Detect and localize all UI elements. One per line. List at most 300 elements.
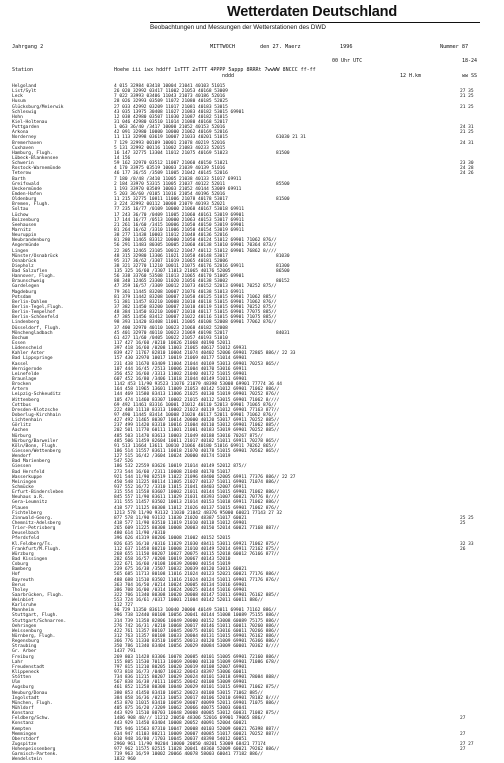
station-codes: 2 184 33970 53315 11005 21037 40122 52011 <box>114 181 226 187</box>
station-codes: 826 635 16/10 /0316 11029 21030 48411 53011 69921 71062 875// <box>114 541 280 547</box>
station-name: Stötten <box>12 675 31 681</box>
station-name: Essen <box>12 341 26 347</box>
station-name: Cuxhaven <box>12 145 34 151</box>
station-codes: 350 786 11340 83404 10056 20029 40084 53009 60001 70362 8//// <box>114 644 280 650</box>
station-name: Konstanz <box>12 711 34 717</box>
station-codes: 88 348 12465 23300 11020 21056 40138 53002 <box>114 279 228 285</box>
station-name: Köln/Bonn, Flugh. <box>12 443 59 449</box>
station-wind-gusts: 25 <box>460 520 466 526</box>
station-name: Arkona <box>12 130 29 136</box>
station-name: Artern <box>12 387 29 393</box>
station-codes: 42 091 32980 10000 10000 21062 40169 52016 <box>114 130 228 136</box>
station-codes: 5 131 32992 00116 11002 21083 40233 52015 <box>114 145 226 151</box>
station-codes: 273 544 16/60 /2311 10008 21048 40170 51017 <box>114 469 231 475</box>
station-codes: 56 291 11483 80305 10005 21060 40138 51010 69901 70364 873// <box>114 243 277 249</box>
station-codes: 269 803 11428 83306 10078 20085 40101 51005 69901 72160 886// <box>114 654 280 660</box>
station-codes: 81 379 11442 83208 10007 21058 40125 51015 69901 71062 885// <box>114 294 277 300</box>
station-codes: 105 474 11460 83307 10002 21015 40112 53015 69901 71062 8//// <box>114 397 280 403</box>
station-name: Wasserkuppe <box>12 474 42 480</box>
station-codes: 314 739 11358 82806 10049 20000 40152 53008 60089 75175 886// <box>114 618 280 624</box>
station-codes: 488 688 11510 83502 11016 21024 40124 51011 69901 77176 876// <box>114 577 280 583</box>
station-name: Ueckermünde <box>12 186 42 192</box>
station-codes: 422 761 11357 80107 10045 20075 40101 53016 60011 70266 886// <box>114 628 280 634</box>
tail-column-subheader: ww SS <box>462 73 478 79</box>
station-name: Schleswig <box>12 109 37 115</box>
date-label: den 27. Maerz <box>260 44 301 50</box>
station-name: Frankfurt/M.Flugh. <box>12 546 61 552</box>
station-name: Leinefelde <box>12 371 40 377</box>
station-codes: 112 637 11458 80210 10008 21010 40149 52014 69911 72162 875// <box>114 546 280 552</box>
station-name: Bochum <box>12 335 29 341</box>
station-codes: 2960 961 11/90 90204 10000 20050 48201 53009 68421 77174 <box>114 742 266 747</box>
station-codes: 547 526 <box>114 459 133 465</box>
station-name: Hamburg, Flugh. <box>12 150 53 156</box>
station-extra: 80152 <box>276 279 290 285</box>
station-name: Neuburg/Donau <box>12 690 48 696</box>
station-name: Zinnwald-Georg. <box>12 515 53 521</box>
station-extra: 61030 21 31 <box>276 135 306 141</box>
station-codes: 397 418 16/60 /0208 11003 21065 40617 51012 69931 <box>114 346 247 352</box>
station-name: Düsseldorf, Flugh. <box>12 325 61 331</box>
station-codes: 705 946 11563 87310 10047 20008 40103 52009 60021 76398 887// <box>114 726 280 732</box>
station-name: Augsburg <box>12 685 34 691</box>
station-name: Ulm <box>12 680 21 686</box>
station-name: Oberstdorf <box>12 736 40 742</box>
station-name: Bamberg <box>12 567 31 573</box>
station-name: Gera-Leumnitz <box>12 500 48 506</box>
station-codes: 81 280 11465 83312 10000 21050 40124 51012 69901 71062 876// <box>114 238 277 244</box>
station-name: Neubrandenburg <box>12 238 50 244</box>
station-codes: 45 401 32970 40110 10023 21069 40198 52017 <box>114 330 228 336</box>
station-name: Nürnberg, Flugh. <box>12 634 56 640</box>
station-name: Gardelegen <box>12 284 40 290</box>
station-codes: 565 685 11713 80108 11016 21024 40123 52021 60021 77176 886// <box>114 572 280 578</box>
station-codes: 380 853 41450 83410 10052 20023 40108 53015 71062 885// <box>114 690 264 696</box>
station-codes: 1 193 33970 03509 10003 21052 40144 53009 69911 <box>114 186 242 192</box>
station-codes: 222 488 11118 83313 10002 21023 40119 51012 69901 77163 877// <box>114 407 280 413</box>
station-codes: 157 430 32970 10017 10019 21069 40177 51014 69901 <box>114 356 247 362</box>
station-codes: 56 338 33760 53508 11013 21065 40170 51005 69901 <box>114 274 245 280</box>
station-name: Schmücke <box>12 484 34 490</box>
station-extra: 81030 <box>276 253 290 259</box>
station-name: Bremerhaven <box>12 140 42 146</box>
station-name: Berlin-Tempelhof <box>12 310 56 316</box>
station-codes: 977 962 11575 82515 11028 20041 48368 52009 60021 79262 886// <box>114 747 280 753</box>
station-wind-gusts: 21 25 <box>460 104 474 110</box>
page-title: Wetterdaten Deutschland <box>227 4 397 20</box>
station-codes: 366 776 11330 83510 10055 20013 40120 51009 69901 76366 886// <box>114 639 280 645</box>
station-codes: 135 325 16/60 /3307 11013 21065 40176 52005 <box>114 269 231 275</box>
station-name: Wernigerode <box>12 366 42 372</box>
station-codes: 12 038 42980 03507 11030 21087 40182 51015 <box>114 114 228 120</box>
station-name: Görlitz <box>12 423 31 429</box>
observation-time: 00 Uhr UTC <box>332 58 363 64</box>
station-name: Hannover, Flugh. <box>12 274 56 280</box>
station-codes: 973 818 16/73 /0407 10032 20043 48397 53006 60011 <box>114 670 247 676</box>
station-codes: 418 577 11125 80308 11012 21026 40137 51015 69901 71062 876// <box>114 505 280 511</box>
station-codes: 144 469 11580 83413 11006 21025 40130 51019 69901 70252 876// <box>114 392 280 398</box>
station-name: Mannheim <box>12 608 34 614</box>
station-codes: 427 492 11465 80307 10014 20000 40120 53017 69911 70252 885// <box>114 418 280 424</box>
station-column-header: Station <box>12 67 34 73</box>
station-name: Würzburg <box>12 551 34 557</box>
station-codes: 315 554 11558 83607 10002 21011 40144 51015 69901 71062 886// <box>114 490 280 496</box>
station-name: Helgoland <box>12 84 37 89</box>
station-name: Dresden-Klotzsche <box>12 407 59 413</box>
station-name: Plauen <box>12 505 29 511</box>
station-codes: 553 724 16/61 /0317 10001 21004 40142 52011 60011 886// <box>114 598 264 604</box>
station-codes: 59 162 32970 03512 11007 21060 40150 51021 <box>114 161 228 167</box>
station-codes: 11 215 32775 10811 11006 21078 40178 53017 <box>114 197 228 203</box>
page-subtitle: Beobachtungen und Messungen der Wetterstationen des DWD <box>150 22 480 31</box>
station-codes: 202 501 11770 60111 11001 21001 40183 53019 69901 70252 885// <box>114 428 280 434</box>
station-name: Oldenburg <box>12 197 37 203</box>
station-name: Braunlage <box>12 377 37 383</box>
station-name: Neuhaus a.R. <box>12 495 45 501</box>
station-name: Berlin-Tegel,Flugh. <box>12 305 64 311</box>
station-codes: 810 948 16/80 /1703 10045 20037 48398 54012 60051 <box>114 736 247 742</box>
station-wind-gusts: 24 31 <box>460 125 474 131</box>
station-codes: 27 033 42992 03209 11017 21081 40183 53015 <box>114 104 228 110</box>
station-codes: 237 499 11420 83310 10016 21004 40110 53012 69901 71062 885// <box>114 423 280 429</box>
station-name: Kiel-Holtenau <box>12 119 48 125</box>
station-extra: 85500 <box>276 181 290 187</box>
station-wind-gusts: 27 <box>460 747 466 753</box>
station-name: Neuruppin <box>12 233 37 239</box>
station-name: Nürburg/Barweiler <box>12 438 59 444</box>
station-name: Boizenburg <box>12 217 40 223</box>
station-codes: 17 243 36/70 /0409 11005 21060 40161 53019 69901 <box>114 212 245 218</box>
table-row <box>0 757 504 762</box>
station-name: Memmingen <box>12 731 37 737</box>
station-extra: 81300 <box>276 263 290 269</box>
station-codes: 47 385 11456 83412 10007 21022 40116 51015 69901 71075 885// <box>114 315 277 321</box>
station-name: Hof <box>12 572 21 578</box>
station-codes: 567 838 16/38 /0111 10055 20042 40108 53009 69901 <box>114 680 247 686</box>
station-codes: 38 321 32770 11210 10011 21075 40176 52016 69911 <box>114 263 245 269</box>
station-name: Potsdam <box>12 294 31 300</box>
station-codes: 311 555 11457 83502 10013 21014 40153 51018 69911 71062 886// <box>114 500 280 506</box>
station-codes: 405 875 16/20 /3209 10062 20066 40075 53003 60041 <box>114 706 247 712</box>
station-name: Magdeburg <box>12 289 37 295</box>
station-codes: 322 671 16/60 /0108 10039 20000 40154 51019 <box>114 562 231 568</box>
station-codes: 164 458 11965 13601 11009 21053 40142 51012 69901 71062 886// <box>114 387 280 393</box>
station-name: Mühldorf <box>12 706 34 712</box>
station-codes: 26 020 32992 03417 11002 21053 40168 53009 <box>114 89 228 95</box>
station-name: Lindenberg <box>12 320 40 326</box>
station-name: Pferdsfeld <box>12 536 40 542</box>
station-codes: 17 144 16/77 /0513 10000 21063 40153 53017 69911 <box>114 217 245 223</box>
station-name: Glücksburg/Meierwik <box>12 104 64 110</box>
station-wind-gusts: 27 27 <box>460 742 474 747</box>
station-codes: 443 929 11510 80703 10048 20008 40085 53012 60031 71082 875// <box>114 711 280 717</box>
station-name: Seehausen <box>12 222 37 228</box>
station-wind-gusts: 21 25 <box>460 94 474 100</box>
issue-info-row <box>0 44 504 54</box>
station-codes: 155 805 11530 70113 10069 20000 40110 51009 69901 71086 678// <box>114 659 280 665</box>
station-extra: 81500 <box>276 197 290 203</box>
station-name: Hohn <box>12 114 23 120</box>
station-name: Klippeneck <box>12 670 40 676</box>
station-extra: 84031 <box>276 330 290 336</box>
station-codes: 97 490 11445 83414 10008 21020 40117 52011 69901 71062 876// <box>114 413 277 418</box>
station-name: Fichtelberg <box>12 510 42 516</box>
station-wind-gusts: 24 26 <box>460 171 474 177</box>
station-name: Soltau <box>12 207 29 213</box>
station-name: Braunschweig <box>12 279 45 285</box>
station-name: Marnitz <box>12 227 31 233</box>
station-codes: 461 852 11258 80308 10040 20029 40101 51015 69901 71062 875// <box>114 685 280 691</box>
station-codes: 634 947 41103 80211 10009 20007 40085 51017 60021 70252 887// <box>114 731 280 737</box>
jahrgang-label: Jahrgang 2 <box>12 44 44 50</box>
station-codes: 7 022 33993 03406 11043 21073 40186 52016 <box>114 94 226 100</box>
station-name: Lichtenhain <box>12 418 42 424</box>
station-name: Giessen/Wettenberg <box>12 448 61 454</box>
period-label: 18-24 <box>462 58 478 64</box>
station-codes: 47 359 16/57 /3309 10012 21073 40152 52013 69901 70252 875// <box>114 284 277 290</box>
code-column-subheader: nddd <box>222 73 235 79</box>
station-codes: 107 444 16/45 /2513 10006 21004 40170 53016 69911 <box>114 366 247 372</box>
station-name: Lingen <box>12 248 29 254</box>
station-name: Trier-Petrisberg <box>12 526 56 532</box>
station-name: Kl.Feldberg/Ts. <box>12 541 53 547</box>
station-codes: 48 384 11450 83210 10007 21010 40117 51015 69901 77075 885// <box>114 310 277 316</box>
station-codes: 81 264 16/62 /3310 11006 21050 40154 53019 69911 <box>114 227 245 233</box>
station-name: Berlin-Schönefeld <box>12 315 59 321</box>
station-name: Angermünde <box>12 243 40 249</box>
station-name: Mönchengladbach <box>12 330 53 336</box>
station-name: Konstanz <box>12 721 34 727</box>
station-codes: 797 815 11210 80205 10020 20019 40108 52007 69901 <box>114 664 247 670</box>
station-codes: 79 361 11445 83208 10007 21076 40138 51013 69911 <box>114 289 245 295</box>
station-codes: 43 035 13975 30408 11027 21083 40182 53015 69901 <box>114 109 245 115</box>
station-name: Lübeck-Blankensee <box>12 155 59 161</box>
station-name: Freudenstadt <box>12 664 45 670</box>
station-codes: 1 063 36/40 /3417 10000 21052 40153 52016 <box>114 125 226 131</box>
page-header <box>0 0 504 40</box>
station-codes: 921 544 11/90 82519 11022 21096 48400 52005 69911 77376 886// 22 27 <box>114 474 296 480</box>
station-codes: 38 277 11438 10003 11012 21048 40136 52016 <box>114 233 228 239</box>
station-codes: 480 614 11/90 /0310 <box>114 531 166 537</box>
station-wind-gusts: 26 <box>460 546 466 552</box>
station-wind-gusts: 27 35 <box>460 89 474 95</box>
station-codes: 4 170 33975 03519 10003 21039 40139 51016 <box>114 166 226 172</box>
station-name: Regensburg <box>12 639 40 645</box>
station-codes: 1486 908 48/// 11212 20050 48306 52016 69901 79065 886// <box>114 716 266 722</box>
station-name: Feldberg/Schw. <box>12 716 50 722</box>
station-name: Lüchow <box>12 212 29 218</box>
station-name: List/Sylt <box>12 89 37 95</box>
station-wind-gusts: 32 33 <box>460 541 474 547</box>
station-codes: 450 548 11225 80114 11005 21027 40137 51011 69901 71074 886// <box>114 479 280 485</box>
station-codes: 21 261 16/60 /3415 10006 21050 40150 53019 69901 <box>114 222 245 228</box>
station-name: Diepholz <box>12 263 34 269</box>
station-name: Bad Hersfeld <box>12 469 45 475</box>
station-name: Leck <box>12 94 23 100</box>
code-column-header: Hoehe iii iwx hddff 1sTTT 2sTTT 4PPPP 5appp 8RRRt 7wwWW 8NCCC ff-ff <box>114 67 316 73</box>
station-codes: 443 929 11450 83404 10008 20052 40091 52004 60021 <box>114 721 247 727</box>
station-name: Wendelstein <box>12 757 42 763</box>
station-name: Wittenberg <box>12 397 40 403</box>
station-name: Aachen <box>12 428 29 434</box>
station-name: Bad Salzuflen <box>12 269 48 275</box>
column-header <box>0 67 504 81</box>
station-codes: 607 452 16/80 /3406 11018 21044 40149 51011 69901 <box>114 377 247 383</box>
station-codes: 485 506 11459 82604 10011 21017 40182 51011 69911 70278 865// <box>114 438 280 444</box>
station-codes: 117 427 16/60 /0210 10026 21068 40190 52011 <box>114 341 231 347</box>
station-name: Freiburg <box>12 654 34 660</box>
station-name: Garmisch-Partenk. <box>12 752 59 758</box>
station-codes: 1142 453 11/90 93523 11076 21079 48398 53008 69901 77774 36 44 <box>114 382 282 388</box>
station-codes: 95 317 36/62 /3307 11019 21065 40181 52006 <box>114 258 228 264</box>
station-codes: 4 015 32984 03418 10004 21041 40103 51015 <box>114 84 226 89</box>
station-codes: 485 503 11470 83613 10003 21049 40188 53016 70267 875// <box>114 433 264 439</box>
station-codes: 77 235 16/77 /0109 10000 21068 40167 53018 69911 <box>114 207 245 213</box>
station-name: Hohenpeissenberg <box>12 747 56 753</box>
station-name: Kassel <box>12 361 29 367</box>
station-codes: 16 147 32775 13304 11012 21075 40169 51023 <box>114 150 228 156</box>
station-wind-gusts: 25 25 <box>460 515 474 521</box>
station-codes: 96 729 11350 83613 10040 20000 40149 53011 69901 71162 886// <box>114 608 277 614</box>
station-name: Tholey <box>12 587 29 593</box>
station-name: Nürburg <box>12 433 31 439</box>
station-name: Straubing <box>12 644 37 650</box>
station-codes: 356 452 16/60 /3313 11002 21040 40172 51015 69901 <box>114 371 247 377</box>
station-codes: 1832 960 <box>114 757 136 763</box>
station-name: Wendorf <box>12 454 31 460</box>
station-codes: 1213 578 11/90 93132 11030 21042 48376 95000 60021 77143 27 32 <box>114 510 282 516</box>
station-codes: 937 552 16/72 /3310 11015 21041 48403 52007 69911 <box>114 484 247 490</box>
station-name: Bayreuth <box>12 577 34 583</box>
station-name: Bad Lippspringe <box>12 356 53 362</box>
station-name: Kempten <box>12 726 31 732</box>
extra-column-subheader: 12 H.km <box>400 73 422 79</box>
station-codes: 384 858 16/36 /0213 10053 20017 40106 52010 69901 78182 8//// <box>114 695 280 701</box>
station-name: Brocken <box>12 382 31 388</box>
station-codes: 453 870 11015 83410 10059 20007 40099 52011 69901 71075 886// <box>114 700 280 706</box>
station-codes: 91 513 11664 13611 10010 21066 40180 51016 69911 70262 865// <box>114 443 277 449</box>
station-codes: 14 156 <box>114 155 131 161</box>
station-codes: 231 438 11670 83409 11004 21044 40169 53013 69901 70253 865// <box>114 361 280 367</box>
station-codes: 98 393 11420 83408 11001 21005 40108 52008 69901 77062 876// <box>114 320 277 326</box>
station-codes: 7 180 /8/48 /3410 11005 21038 40133 51017 69911 <box>114 176 242 182</box>
station-codes: 3 224 32992 00112 10008 21079 40193 52021 <box>114 202 226 208</box>
station-codes: 839 427 11767 82810 10004 21074 40402 52006 69901 72865 886// 22 33 <box>114 351 296 357</box>
station-codes: 1437 791 <box>114 649 136 655</box>
station-codes: 363 704 16/50 /0214 10024 20005 40134 51016 69901 <box>114 582 247 588</box>
station-codes: 877 578 11/90 93132 11030 21020 48387 51017 60021 <box>114 515 247 521</box>
station-name: Greifswald <box>12 181 40 187</box>
station-name: Doberlug-Kirchhain <box>12 413 61 418</box>
station-codes: 386 708 16/00 /0314 10024 20025 40144 51016 69901 <box>114 587 247 593</box>
station-name: Rostock-Warnemünde <box>12 166 61 172</box>
station-name: Schwerin <box>12 161 34 167</box>
station-name: Barth <box>12 176 26 182</box>
station-codes: 11 113 32998 03619 10007 21033 40201 51015 <box>114 135 228 141</box>
issue-number: Nummer 87 <box>440 44 469 50</box>
station-name: Puttgarden <box>12 125 40 131</box>
station-codes: 845 557 11/90 83611 11029 21031 48393 51007 60021 70776 8//// <box>114 495 280 501</box>
station-codes: 265 609 11225 80308 10008 20003 40150 52014 60021 77168 887// <box>114 526 280 532</box>
station-name: München, Flugh. <box>12 700 53 706</box>
station-codes: 28 026 32993 03509 11072 21080 40185 52025 <box>114 99 228 105</box>
station-name: Oehringen <box>12 623 37 629</box>
station-name: Coburg <box>12 562 29 568</box>
station-extra: 86500 <box>276 269 290 275</box>
station-name: Teterow <box>12 171 31 177</box>
station-name: Norderney <box>12 135 37 141</box>
station-name: Stuttgart/Schnarren. <box>12 618 67 624</box>
station-name: Lüdenscheid <box>12 346 42 352</box>
station-codes: 51 381 11457 83210 10008 21010 40118 51015 69901 71062 876// <box>114 299 277 305</box>
station-codes: 282 658 16/57 /0208 10019 20067 40143 52010 <box>114 556 231 562</box>
station-codes: 186 532 22559 83626 10019 21014 40149 52012 875// <box>114 464 247 470</box>
station-codes: 276 742 16/31 /0210 10068 20017 40146 51011 60011 70260 886// <box>114 623 280 629</box>
station-name: Deuselbach <box>12 531 40 537</box>
station-name: Ingolstadt <box>12 695 40 701</box>
station-codes: 186 514 11557 83611 10018 21070 40178 51015 69901 70562 865// <box>114 448 280 454</box>
station-codes: 48 315 32980 13306 11021 21058 40148 53017 <box>114 253 228 259</box>
station-name: Cottbus <box>12 402 31 408</box>
station-codes: 112 727 <box>114 603 133 609</box>
station-name: Weissenburg <box>12 628 42 634</box>
station-name: Bad Kissingen <box>12 556 48 562</box>
station-name: Chemnitz-Adelsberg <box>12 520 61 526</box>
station-codes: 734 836 11215 80207 10029 20024 40101 53018 69901 78084 888// <box>114 675 280 681</box>
station-codes: 61 427 11/60 /0405 10022 21057 40193 51010 <box>114 335 228 341</box>
year-label: 1996 <box>340 44 353 50</box>
station-codes: 396 738 12440 80108 10056 20041 40144 51008 10089 75155 886// <box>114 613 280 619</box>
station-wind-gusts: 24 31 <box>460 140 474 146</box>
station-wind-gusts: 27 <box>460 731 466 737</box>
station-name: Stuttgart, Flugh. <box>12 613 59 619</box>
station-codes: 322 706 11340 80308 10020 20008 40147 51011 69901 76162 885// <box>114 592 280 598</box>
station-codes: 418 577 11/90 83510 11019 21010 40118 51012 69901 <box>114 520 247 526</box>
station-extra: 81500 <box>276 150 290 156</box>
station-name: Emden-Hafen <box>12 191 42 197</box>
station-name: Zugspitze <box>12 742 37 747</box>
station-name: Bremen, Flugh. <box>12 202 50 208</box>
station-codes: 46 177 36/55 /3509 11005 21042 40145 52016 <box>114 171 228 177</box>
weekday-label: MITTWOCH <box>210 44 235 50</box>
station-table <box>0 84 504 763</box>
station-name: Bad Marienberg <box>12 459 50 465</box>
station-codes: 396 626 41319 80206 10008 21002 40152 52015 <box>114 536 231 542</box>
station-wind-gusts: 27 <box>460 716 466 722</box>
station-name: Meiningen <box>12 479 37 485</box>
station-name: Berus <box>12 582 26 588</box>
station-wind-gusts: 23 30 <box>460 161 474 167</box>
station-name: Saarbrücken, Flugh. <box>12 592 64 598</box>
station-name: Berlin-Dahlem <box>12 299 48 305</box>
station-codes: 7 129 32993 00109 10001 21078 40219 52016 <box>114 140 226 146</box>
station-codes: 719 963 16/59 10002 20066 40078 58003 60041 77182 886// <box>114 752 264 758</box>
station-name: Kahler Aster <box>12 351 45 357</box>
station-name: Gr. Arber <box>12 649 37 655</box>
station-name: Erfurt-Bindersleben <box>12 490 64 496</box>
station-name: Weinbiet <box>12 598 34 604</box>
station-codes: 22 305 12465 23105 10012 21047 40112 51012 69901 76862 8//// <box>114 248 277 254</box>
station-name: Leipzig-Schkeuditz <box>12 392 61 398</box>
station-wind-gusts: 21 25 <box>460 130 474 136</box>
station-name: Husum <box>12 99 26 105</box>
station-wind-gusts: 24 28 <box>460 166 474 172</box>
station-name: Osnabrück <box>12 258 37 264</box>
station-codes: 31 046 42980 03510 11014 21080 40168 52017 <box>114 119 228 125</box>
station-codes: 127 515 16/42 /3604 10024 20000 40174 51019 <box>114 454 231 460</box>
station-codes: 69 492 11461 83316 10001 21012 40110 52013 69901 71065 876// <box>114 402 277 408</box>
station-name: Lahr <box>12 659 23 665</box>
